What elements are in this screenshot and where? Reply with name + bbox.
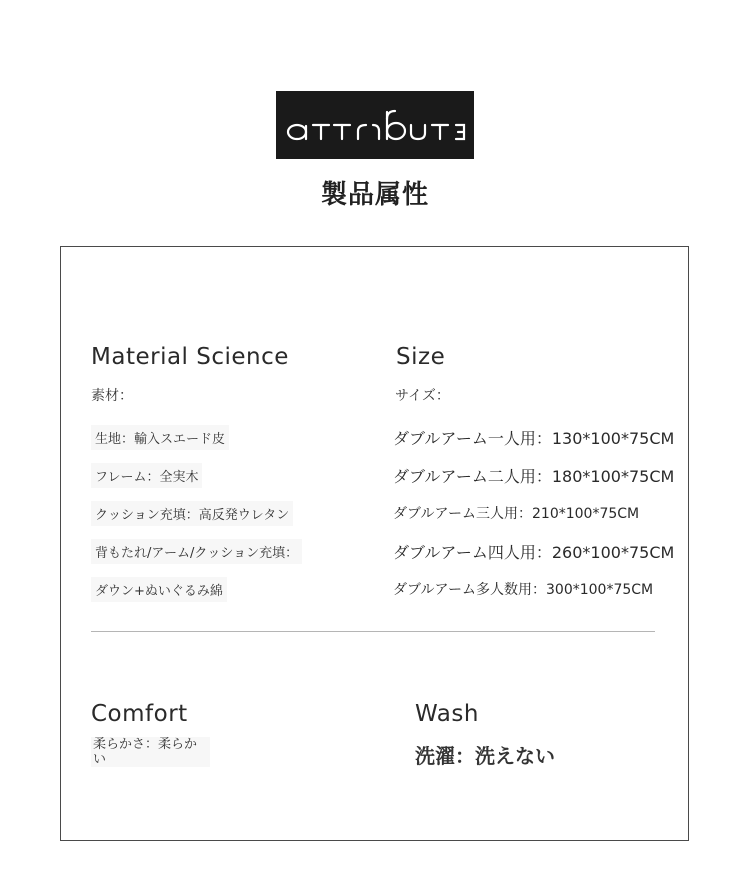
- size-item: ダブルアーム三人用：210*100*75CM: [393, 506, 640, 522]
- size-item: ダブルアーム一人用：130*100*75CM: [393, 429, 675, 448]
- material-item: クッション充填：高反発ウレタン: [91, 501, 293, 526]
- size-item: ダブルアーム多人数用：300*100*75CM: [393, 582, 654, 598]
- size-item: ダブルアーム四人用：260*100*75CM: [393, 543, 675, 562]
- size-item: ダブルアーム二人用：180*100*75CM: [393, 467, 675, 486]
- size-sublabel: サイズ：: [395, 388, 450, 404]
- section-divider: [91, 631, 655, 632]
- material-heading: Material Science: [91, 344, 289, 370]
- wash-value: 洗濯：洗えない: [415, 744, 555, 768]
- page-title: 製品属性: [320, 180, 429, 210]
- size-heading: Size: [396, 344, 446, 370]
- comfort-heading: Comfort: [91, 701, 188, 727]
- material-item: フレーム：全実木: [91, 463, 202, 488]
- brand-logo: [276, 91, 474, 159]
- attribute-logo-graphic: [280, 105, 470, 145]
- comfort-value: 柔らかさ：柔らかい: [91, 737, 210, 767]
- material-item: 生地：輸入スエード皮: [91, 425, 229, 450]
- wash-heading: Wash: [415, 701, 479, 727]
- material-item: 背もたれ/アーム/クッション充填：: [91, 539, 302, 564]
- material-sublabel: 素材：: [91, 388, 133, 404]
- material-item: ダウン+ぬいぐるみ綿: [91, 577, 227, 602]
